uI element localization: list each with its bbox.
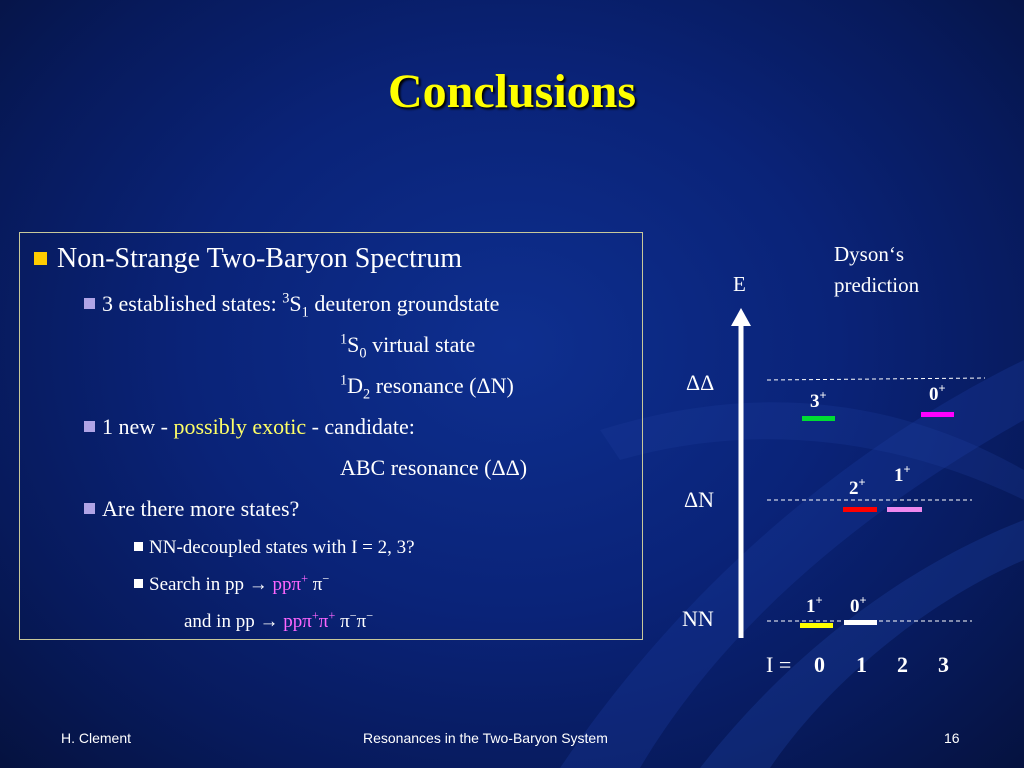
arrow-head-icon (731, 308, 751, 326)
page-number: 16 (944, 730, 960, 746)
bullet-search: Search in pp → ppπ+ π− (134, 574, 329, 596)
bullet-more-states: Are there more states? (84, 496, 299, 522)
state-bar (921, 412, 954, 417)
state-label: 3+ (810, 388, 827, 412)
footer-author: H. Clement (61, 730, 132, 746)
state-label: 0+ (850, 593, 867, 617)
slide-title: Conclusions (387, 65, 637, 118)
isospin-label: I = (766, 652, 792, 677)
state-bar (844, 620, 877, 625)
state-bar (843, 507, 877, 512)
bullet-new-candidate: 1 new - possibly exotic - candidate: (84, 414, 415, 440)
level-label-dd: ΔΔ (686, 370, 715, 395)
level-label-dn: ΔN (684, 487, 715, 512)
state-label: 2+ (849, 475, 866, 499)
bullet-nn-decoupled: NN-decoupled states with I = 2, 3? (134, 537, 415, 559)
state-bar (800, 623, 833, 628)
state-label: 1+ (894, 462, 911, 486)
state-label: 1+ (806, 593, 823, 617)
isospin-value: 3 (938, 652, 949, 677)
state-abc: ABC resonance (ΔΔ) (340, 455, 528, 480)
energy-axis-label: E (733, 272, 746, 296)
bullet-established: 3 established states: $^3S_1$ deuteron groundstate (84, 291, 499, 317)
bullet-main: Non-Strange Two-Baryon Spectrum (34, 243, 462, 275)
dyson-label-line1: Dyson‘s (834, 242, 905, 266)
level-label-nn: NN (682, 606, 714, 631)
dyson-label-line2: prediction (834, 273, 920, 297)
bullet-and-in: and in pp → ppπ+π+ π−π− (184, 608, 374, 632)
state-bar (802, 416, 835, 421)
isospin-value: 1 (856, 652, 867, 677)
state-resonance: $^1D_2$ resonance (ΔN) (340, 372, 514, 403)
state-virtual: $^1S_0$ virtual state (340, 331, 476, 362)
state-label: 0+ (929, 381, 946, 405)
isospin-value: 0 (814, 652, 825, 677)
footer-title: Resonances in the Two-Baryon System (363, 730, 608, 746)
isospin-value: 2 (897, 652, 908, 677)
state-bar (887, 507, 922, 512)
level-line-dd (767, 378, 985, 380)
